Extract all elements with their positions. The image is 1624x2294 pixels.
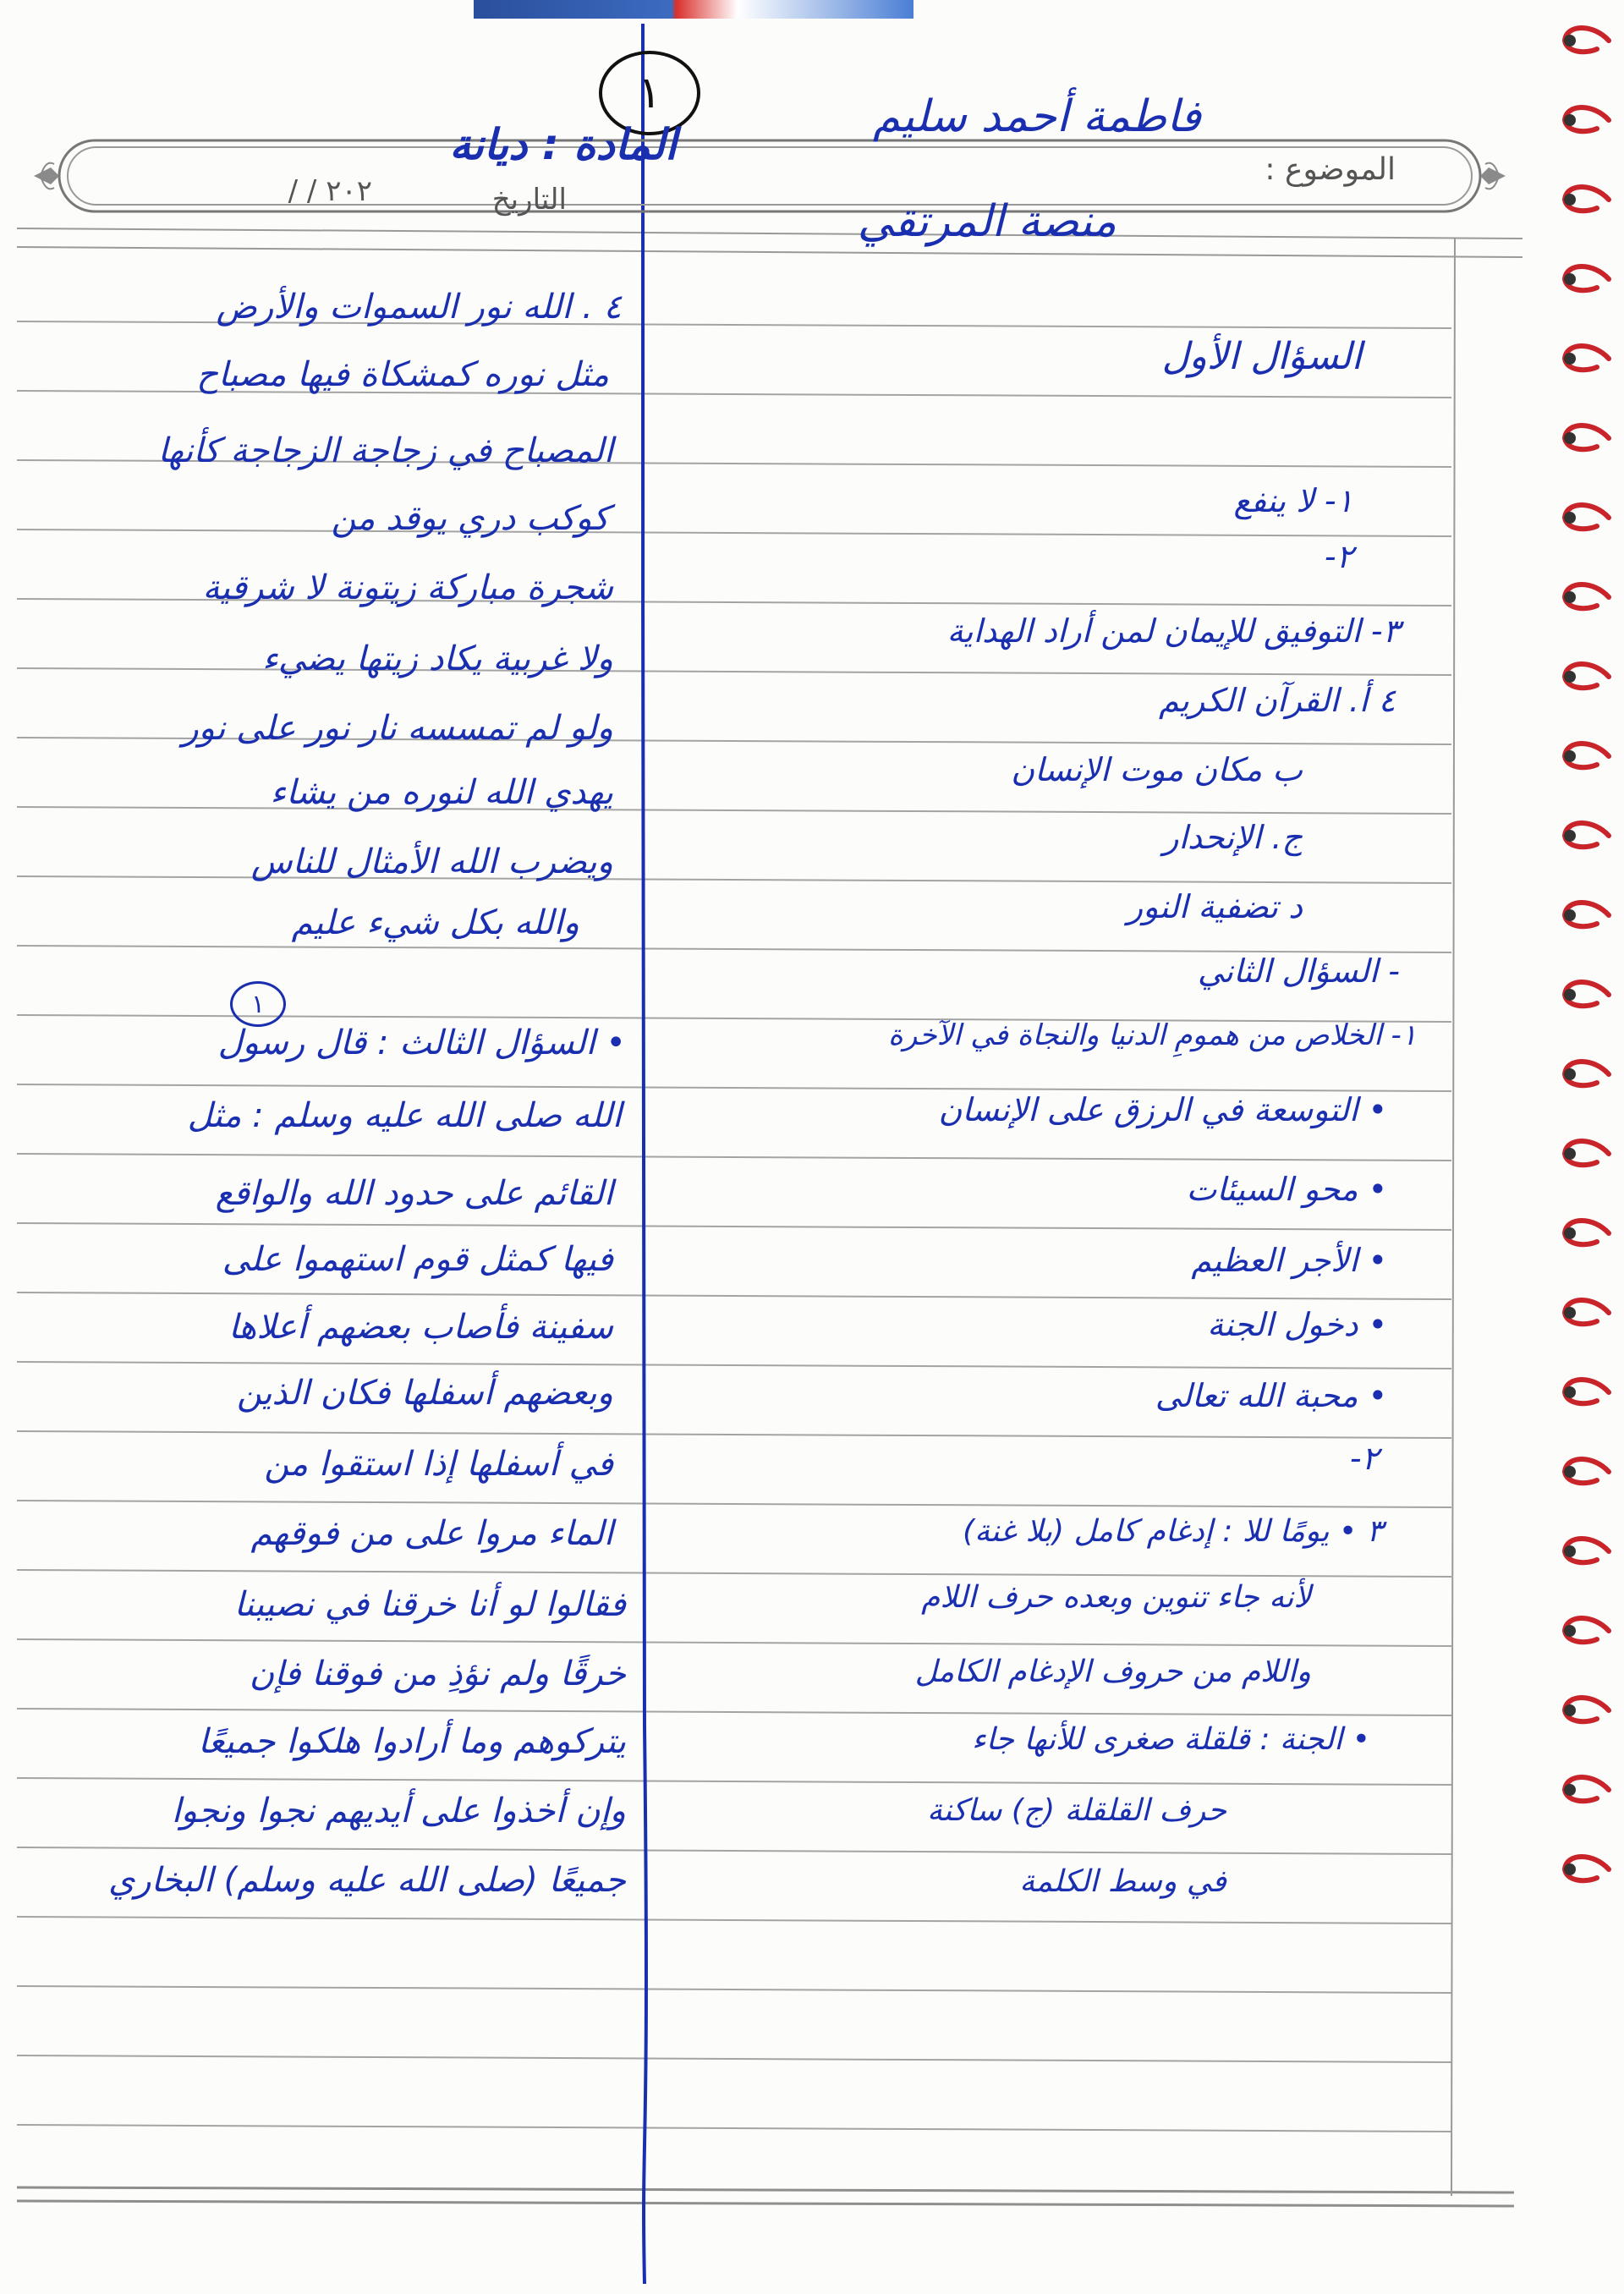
hadith-line: وإن أخذوا على أيديهم نجوا ونجوا (171, 1792, 626, 1830)
answer-line: ٣- التوفيق للإيمان لمن أراد الهداية (946, 612, 1400, 650)
answer-line: • التوسعة في الرزق على الإنسان (938, 1091, 1387, 1128)
ruled-line (17, 530, 1451, 536)
spiral-ring (1560, 978, 1612, 1012)
answer-line: ج. الإنحدار (1163, 819, 1303, 856)
verse-line: يهدي الله لنوره من يشاء (270, 773, 613, 812)
hadith-line: فقالوا لو أنا خرقنا في نصيبنا (233, 1585, 626, 1624)
spiral-ring (1560, 421, 1612, 455)
answer-line: • محو السيئات (1186, 1171, 1387, 1208)
spiral-ring (1560, 103, 1612, 137)
question-two-heading: - السؤال الثاني (1197, 952, 1400, 990)
ruled-line (17, 1709, 1451, 1715)
verse-line: ولو لم تمسسه نار نور على نور (182, 709, 613, 748)
ruled-line (17, 1778, 1451, 1785)
answer-line: واللام من حروف الإدغام الكامل (914, 1655, 1311, 1689)
spiral-ring (1560, 1137, 1612, 1171)
hadith-line: • السؤال الثالث : قال رسول (217, 1024, 626, 1062)
spiral-ring (1560, 1773, 1612, 1807)
ruled-line (17, 946, 1451, 952)
spiral-ring (1560, 1693, 1612, 1727)
ruled-line (17, 2055, 1451, 2062)
subject-text: المادة : ديانة (449, 120, 677, 169)
answer-line: ٢- (1324, 538, 1353, 575)
answer-line: • دخول الجنة (1207, 1306, 1387, 1343)
hadith-line: وبعضهم أسفلها فكان الذين (236, 1374, 613, 1413)
section-number-circle (230, 981, 286, 1027)
ruled-line (17, 1847, 1451, 1854)
spiral-ring (1560, 1614, 1612, 1648)
spiral-ring (1560, 1057, 1612, 1091)
verse-line: شجرة مباركة زيتونة لا شرقية (202, 568, 613, 607)
spiral-ring (1560, 739, 1612, 773)
verse-line: المصباح في زجاجة الزجاجة كأنها (157, 431, 613, 470)
topic-label: الموضوع : (1265, 152, 1396, 187)
hadith-line: في أسفلها إذا استقوا من (264, 1445, 613, 1484)
verse-line: ولا غربية يكاد زيتها يضيء (262, 639, 613, 678)
hadith-line: سفينة فأصاب بعضهم أعلاها (228, 1308, 613, 1347)
ruled-line (17, 807, 1451, 814)
spiral-ring (1560, 1455, 1612, 1489)
spiral-ring (1560, 1852, 1612, 1886)
verse-line: والله بكل شيء عليم (291, 903, 579, 942)
ruled-line (17, 1431, 1451, 1438)
date-value: / / ٢٠٢ (288, 174, 372, 208)
hadith-line: القائم على حدود الله والواقع (215, 1174, 613, 1213)
answer-line: ٢- (1349, 1440, 1379, 1477)
answer-line: ٣ • يومًا للا : إدغام كامل (بلا غنة) (963, 1514, 1383, 1549)
page-number: ١ (638, 68, 661, 118)
spiral-ring (1560, 1534, 1612, 1568)
spiral-ring (1560, 819, 1612, 853)
ruled-line (17, 668, 1451, 675)
ruled-line (17, 1084, 1451, 1091)
ruled-line (17, 1570, 1451, 1577)
verse-line: ٤ . الله نور السموات والأرض (216, 288, 622, 327)
ruled-line (17, 1639, 1451, 1646)
spiral-ring (1560, 262, 1612, 296)
hadith-line: الماء مروا على من فوقهم (250, 1514, 613, 1553)
spiral-ring (1560, 183, 1612, 217)
spiral-ring (1560, 501, 1612, 535)
spiral-ring (1560, 1375, 1612, 1409)
spiral-ring (1560, 24, 1612, 58)
ruled-line (17, 1986, 1451, 1993)
spiral-ring (1560, 660, 1612, 694)
spiral-ring (1560, 1296, 1612, 1330)
spiral-ring (1560, 1216, 1612, 1250)
hadith-line: فيها كمثل قوم استهموا على (222, 1240, 613, 1279)
ruled-line (17, 1292, 1451, 1299)
answer-line: • الأجر العظيم (1191, 1242, 1387, 1279)
student-name: فاطمة أحمد سليم (872, 91, 1201, 142)
answer-line: ب مكان موت الإنسان (1011, 751, 1303, 788)
ruled-line (17, 1362, 1451, 1369)
hadith-line: جميعًا (صلى الله عليه وسلم) البخاري (107, 1861, 626, 1900)
verse-line: مثل نوره كمشكاة فيها مصباح (196, 355, 609, 394)
answer-line: د تضفية النور (1127, 888, 1303, 925)
ruled-line (17, 1223, 1451, 1230)
hadith-line: خرقًا ولم نؤذِ من فوقنا فإن (249, 1655, 626, 1693)
ruled-line (17, 1154, 1451, 1161)
hadith-line: الله صلى الله عليه وسلم : مثل (187, 1096, 622, 1135)
date-label: التاريخ (491, 183, 567, 217)
answer-line: ١- لا ينفع (1233, 482, 1353, 519)
answer-line: • محبة الله تعالى (1155, 1377, 1387, 1414)
spiral-ring (1560, 342, 1612, 376)
spiral-ring (1560, 898, 1612, 932)
section-number: ١ (250, 989, 266, 1019)
ruled-line (17, 1917, 1451, 1924)
ruled-line (17, 1501, 1451, 1507)
answer-line: ٤ أ. القرآن الكريم (1158, 682, 1396, 719)
question-one-heading: السؤال الأول (1161, 335, 1362, 378)
spiral-ring (1560, 580, 1612, 614)
answer-line: لأنه جاء تنوين وبعده حرف اللام (921, 1580, 1311, 1615)
topic-value: منصة المرتقي (857, 196, 1116, 247)
verse-line: كوكب دري يوقد من (331, 499, 609, 538)
ruled-line (17, 2125, 1451, 2132)
hadith-line: يتركوهم وما أرادوا هلكوا جميعًا (198, 1722, 626, 1761)
ruled-line (17, 876, 1451, 883)
answer-line: ١- الخلاص من همومِ الدنيا والنجاة في الآخرة (888, 1018, 1417, 1052)
answer-line: حرف القلقلة (ج) ساكنة (926, 1793, 1226, 1828)
verse-line: ويضرب الله الأمثال للناس (250, 842, 613, 881)
answer-line: • الجنة : قلقلة صغرى للأنها جاء (971, 1722, 1370, 1757)
answer-line: في وسط الكلمة (1019, 1864, 1226, 1899)
